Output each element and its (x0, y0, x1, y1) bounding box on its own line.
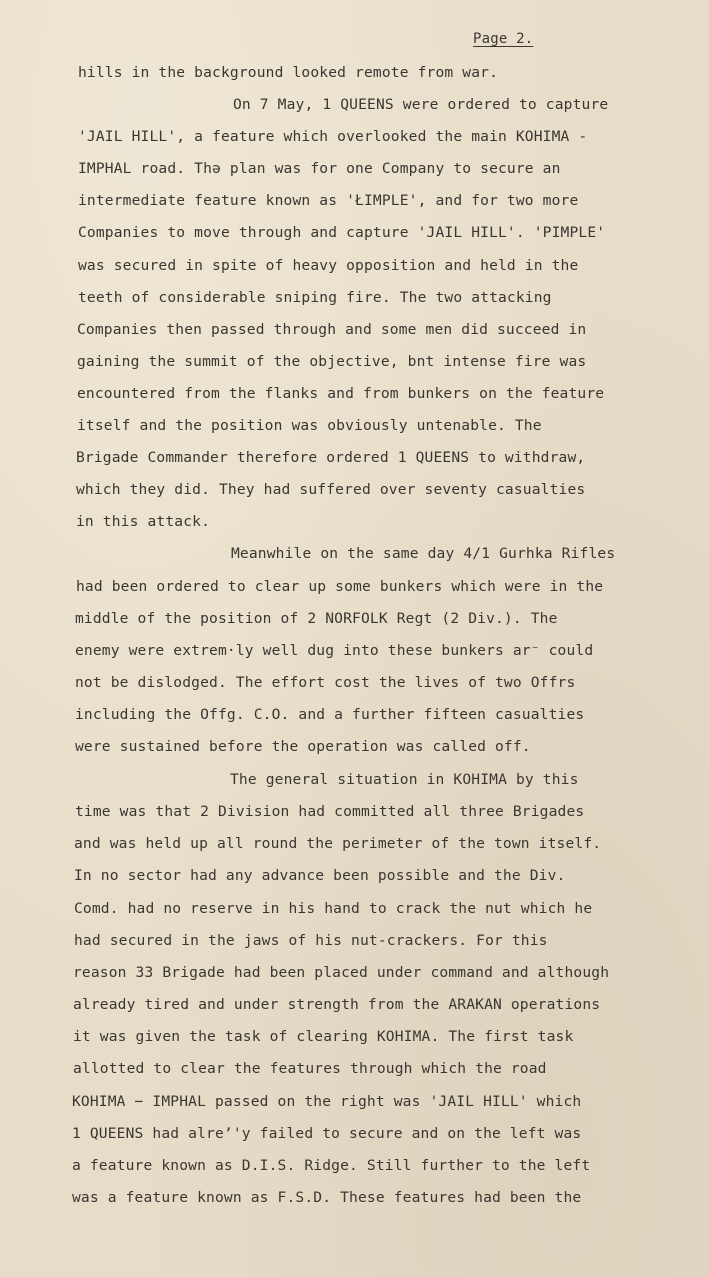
text-line: encountered from the flanks and from bunkers on the feature (77, 385, 605, 402)
text-line: were sustained before the operation was called off. (75, 738, 531, 755)
text-line: allotted to clear the features through which the road (73, 1060, 547, 1077)
text-line: itself and the position was obviously untenable. The (77, 417, 542, 434)
text-line: gaining the summit of the objective, bnt intense fire was (77, 353, 587, 370)
text-line: including the Offg. C.O. and a further fifteen casualties (75, 706, 585, 723)
text-line: intermediate feature known as 'ŁIMPLE', and for two more (78, 192, 579, 209)
text-line: Companies then passed through and some men did succeed in (77, 321, 587, 338)
text-line: 1 QUEENS had alreʼ'y failed to secure and on the left was (72, 1125, 582, 1142)
page-number: Page 2. (473, 31, 534, 47)
text-line: time was that 2 Division had committed all three Brigades (75, 803, 585, 820)
text-line: KOHIMA − IMPHAL passed on the right was 'JAIL HILL' which (72, 1093, 582, 1110)
text-line: In no sector had any advance been possible and the Div. (74, 867, 566, 884)
text-line: The general situation in KOHIMA by this (230, 771, 579, 788)
text-line: and was held up all round the perimeter of the town itself. (74, 835, 602, 852)
text-line: which they did. They had suffered over seventy casualties (76, 481, 586, 498)
text-line: it was given the task of clearing KOHIMA. The first task (73, 1028, 574, 1045)
text-line: reason 33 Brigade had been placed under command and although (73, 964, 610, 981)
text-line: not be dislodged. The effort cost the lives of two Offrs (75, 674, 576, 691)
text-line: Brigade Commander therefore ordered 1 QUEENS to withdraw, (76, 449, 586, 466)
text-line: a feature known as D.I.S. Ridge. Still further to the left (72, 1157, 591, 1174)
text-line: was secured in spite of heavy opposition and held in the (78, 257, 579, 274)
text-line: Comd. had no reserve in his hand to crack the nut which he (74, 900, 593, 917)
text-line: teeth of considerable sniping fire. The two attacking (78, 289, 552, 306)
text-line: IMPHAL road. Thə plan was for one Company to secure an (78, 160, 561, 177)
text-line: enemy were extrem·ly well dug into these bunkers ar⁻ could (75, 642, 594, 659)
text-line: 'JAIL HILL', a feature which overlooked the main KOHIMA - (78, 128, 588, 145)
text-line: middle of the position of 2 NORFOLK Regt (2 Div.). The (75, 610, 558, 627)
text-line: Companies to move through and capture 'JAIL HILL'. 'PIMPLE' (78, 224, 606, 241)
text-line: Meanwhile on the same day 4/1 Gurhka Rifles (231, 545, 616, 562)
text-line: On 7 May, 1 QUEENS were ordered to capture (233, 96, 609, 113)
text-line: hills in the background looked remote from war. (78, 64, 499, 81)
text-line: in this attack. (76, 513, 211, 530)
text-line: was a feature known as F.S.D. These features had been the (72, 1189, 582, 1206)
text-line: already tired and under strength from the ARAKAN operations (73, 996, 601, 1013)
text-line: had been ordered to clear up some bunkers which were in the (76, 578, 604, 595)
text-line: had secured in the jaws of his nut-crackers. For this (74, 932, 548, 949)
